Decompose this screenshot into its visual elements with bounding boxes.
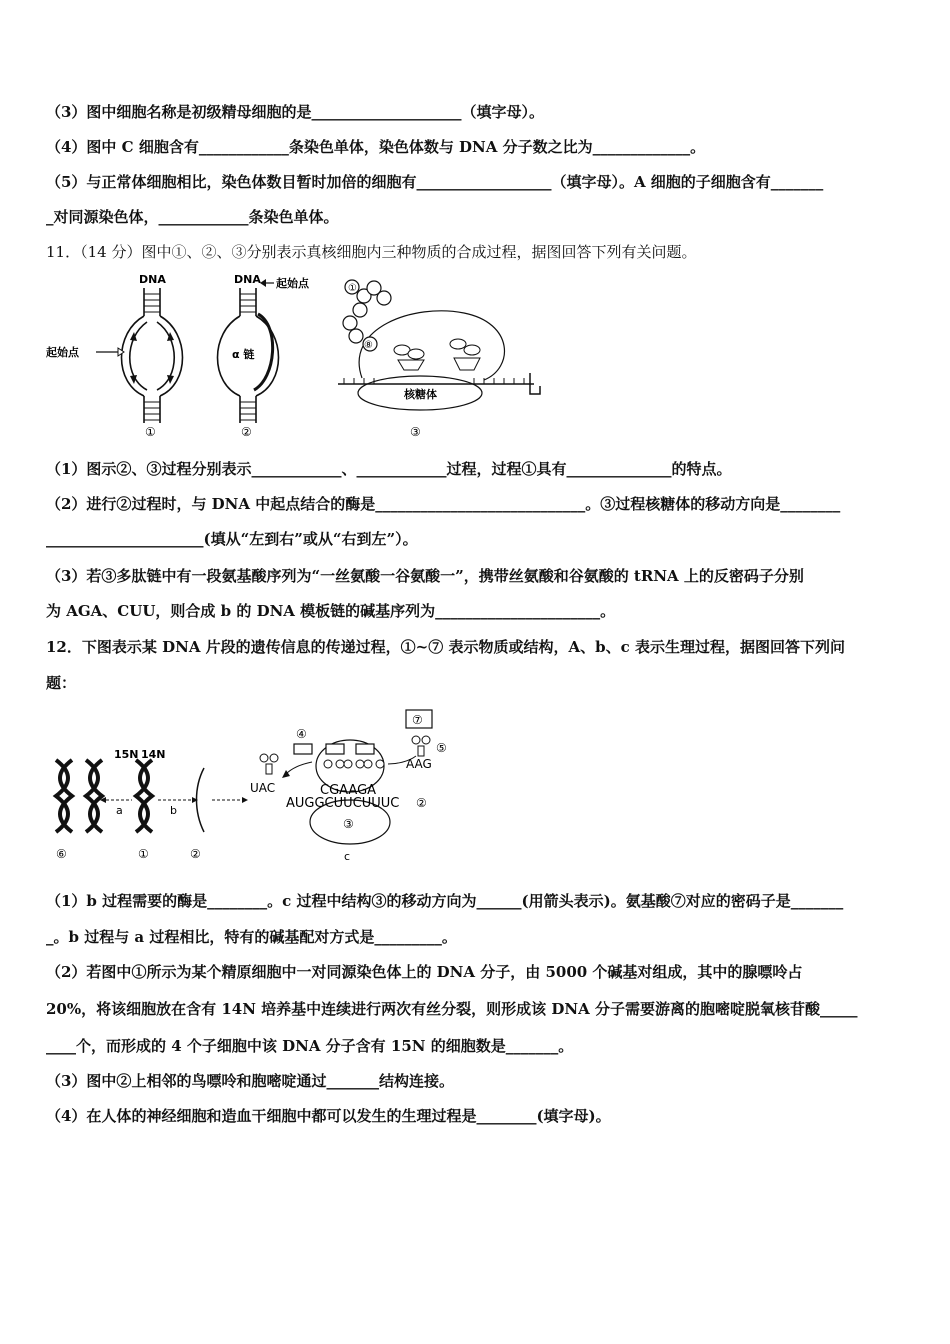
anticodon-seq: CGAAGA xyxy=(320,783,377,798)
q12-part2-line2: 20%，将该细胞放在含有 14N 培养基中连续进行两次有丝分裂，则形成该 DNA 分子需要游离的胞嘧啶脱氧核苷酸_____ xyxy=(46,1000,858,1018)
mrna-seq: AUGGCUUCUUUC xyxy=(286,796,400,811)
figure-mark-2: ② xyxy=(241,425,252,439)
fig-mark-4: ④ xyxy=(296,727,307,741)
figure-mark-3: ③ xyxy=(410,425,421,439)
q12-part1-line2: _。b 过程与 a 过程相比，特有的碱基配对方式是_________。 xyxy=(46,928,457,946)
q11-part3-line2: 为 AGA、CUU，则合成 b 的 DNA 模板链的碱基序列为______________________。 xyxy=(46,602,616,620)
dna-label-1: DNA xyxy=(139,273,166,286)
process-c-label: c xyxy=(344,850,351,863)
q11-part2-line1: （2）进行②过程时，与 DNA 中起点结合的酶是____________________________。③过程核糖体的移动方向是________ xyxy=(46,495,841,513)
n14-label: 14N xyxy=(141,748,166,761)
origin-label-left: 起始点 xyxy=(46,346,79,359)
alpha-chain-label: α 链 xyxy=(232,348,255,361)
q10-part5-line1: （5）与正常体细胞相比，染色体数目暂时加倍的细胞有__________________（填字母）。A 细胞的子细胞含有_______ xyxy=(46,173,824,191)
q12-part1-line1: （1）b 过程需要的酶是________。c 过程中结构③的移动方向为______(用箭头表示)。氨基酸⑦对应的密码子是_______ xyxy=(46,892,844,910)
origin-label-right: 起始点 xyxy=(276,277,309,290)
fig-mark-2b: ② xyxy=(416,796,427,810)
q12-part2-line1: （2）若图中①所示为某个精原细胞中一对同源染色体上的 DNA 分子，由 5000 个碱基对组成，其中的腺嘌呤占 xyxy=(46,963,803,981)
top-circle-marker: ① xyxy=(348,283,357,294)
q10-part3: （3）图中细胞名称是初级精母细胞的是____________________（填字母）。 xyxy=(46,103,544,121)
q12-part3: （3）图中②上相邻的鸟嘌呤和胞嘧啶通过_______结构连接。 xyxy=(46,1072,454,1090)
ribosome-label: 核糖体 xyxy=(404,388,437,401)
fig-mark-7: ⑦ xyxy=(412,713,423,727)
process-b-label: b xyxy=(170,804,177,817)
uac-label: UAC xyxy=(250,781,276,795)
q12-title-line2: 题： xyxy=(46,674,77,692)
q12-figure xyxy=(44,702,464,868)
n15-label: 15N xyxy=(114,748,139,761)
q11-figure xyxy=(44,268,564,440)
fig-mark-1: ① xyxy=(138,847,149,861)
q11-part2-line2: _____________________(填从“左到右”或从“右到左”）。 xyxy=(46,530,418,548)
fig-mark-3: ③ xyxy=(343,817,354,831)
q10-part4: （4）图中 C 细胞含有____________条染色单体，染色体数与 DNA 分子数之比为_____________。 xyxy=(46,138,706,156)
marker-8: ⑧ xyxy=(364,340,373,351)
q12-part2-line3: ____个，而形成的 4 个子细胞中该 DNA 分子含有 15N 的细胞数是_______。 xyxy=(46,1037,574,1055)
q11-title: 11．（14 分）图中①、②、③分别表示真核细胞内三种物质的合成过程，据图回答下列有关问题。 xyxy=(46,243,697,261)
figure-mark-1: ① xyxy=(145,425,156,439)
q10-part5-line2: _对同源染色体，____________条染色单体。 xyxy=(46,208,339,226)
q11-part1: （1）图示②、③过程分别表示____________、____________过程，过程①具有______________的特点。 xyxy=(46,460,732,478)
q12-title-line1: 12．下图表示某 DNA 片段的遗传信息的传递过程，①~⑦ 表示物质或结构，A、b、c 表示生理过程，据图回答下列问 xyxy=(46,638,845,656)
fig-mark-5: ⑤ xyxy=(436,741,447,755)
q12-part4: （4）在人体的神经细胞和造血干细胞中都可以发生的生理过程是________(填字母)。 xyxy=(46,1107,611,1125)
aag-label: AAG xyxy=(406,757,432,771)
fig-mark-2: ② xyxy=(190,847,201,861)
dna-label-2: DNA xyxy=(234,273,261,286)
b-marker: b xyxy=(533,400,534,401)
fig-mark-6: ⑥ xyxy=(56,847,67,861)
q11-part3-line1: （3）若③多肽链中有一段氨基酸序列为“一丝氨酸一谷氨酸一”，携带丝氨酸和谷氨酸的 tRNA 上的反密码子分别 xyxy=(46,567,804,585)
process-a-label: a xyxy=(116,804,123,817)
